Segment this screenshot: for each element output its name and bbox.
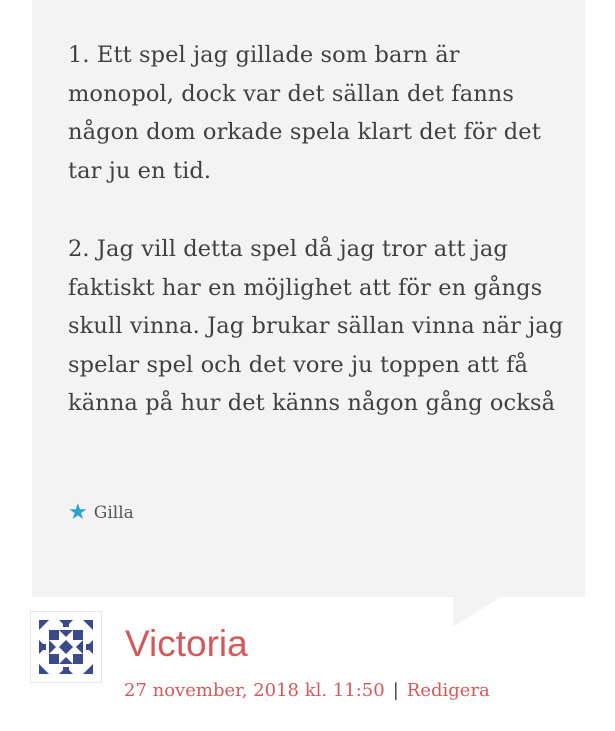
identicon-avatar-icon — [37, 618, 95, 676]
comment-bubble — [32, 0, 585, 597]
reply-meta — [124, 679, 490, 703]
comment-paragraph-1: 1. Ett spel jag gillade som barn är monopol, dock var det sällan det fanns någon dom orkade spela klart det för det tar ju en tid. — [68, 42, 541, 184]
edit-link[interactable]: Redigera — [406, 680, 490, 701]
like-button[interactable] — [68, 502, 134, 524]
comment-content — [68, 36, 568, 463]
comment-bubble-tail — [453, 597, 501, 627]
reply-author-name[interactable]: Victoria — [125, 623, 248, 664]
reply-timestamp-link[interactable]: 27 november, 2018 kl. 11:50 — [124, 680, 385, 701]
like-label: Gilla — [93, 503, 134, 523]
star-icon: ★ — [68, 500, 88, 525]
comment-paragraph-2: 2. Jag vill detta spel då jag tror att jag faktiskt har en möjlighet att för en gångs skull vinna. Jag brukar sällan vinna när jag spelar spel och det vore ju toppen att få känna på hur det känns någon gång också — [68, 236, 564, 416]
avatar[interactable] — [30, 611, 102, 683]
meta-separator: | — [392, 680, 399, 701]
